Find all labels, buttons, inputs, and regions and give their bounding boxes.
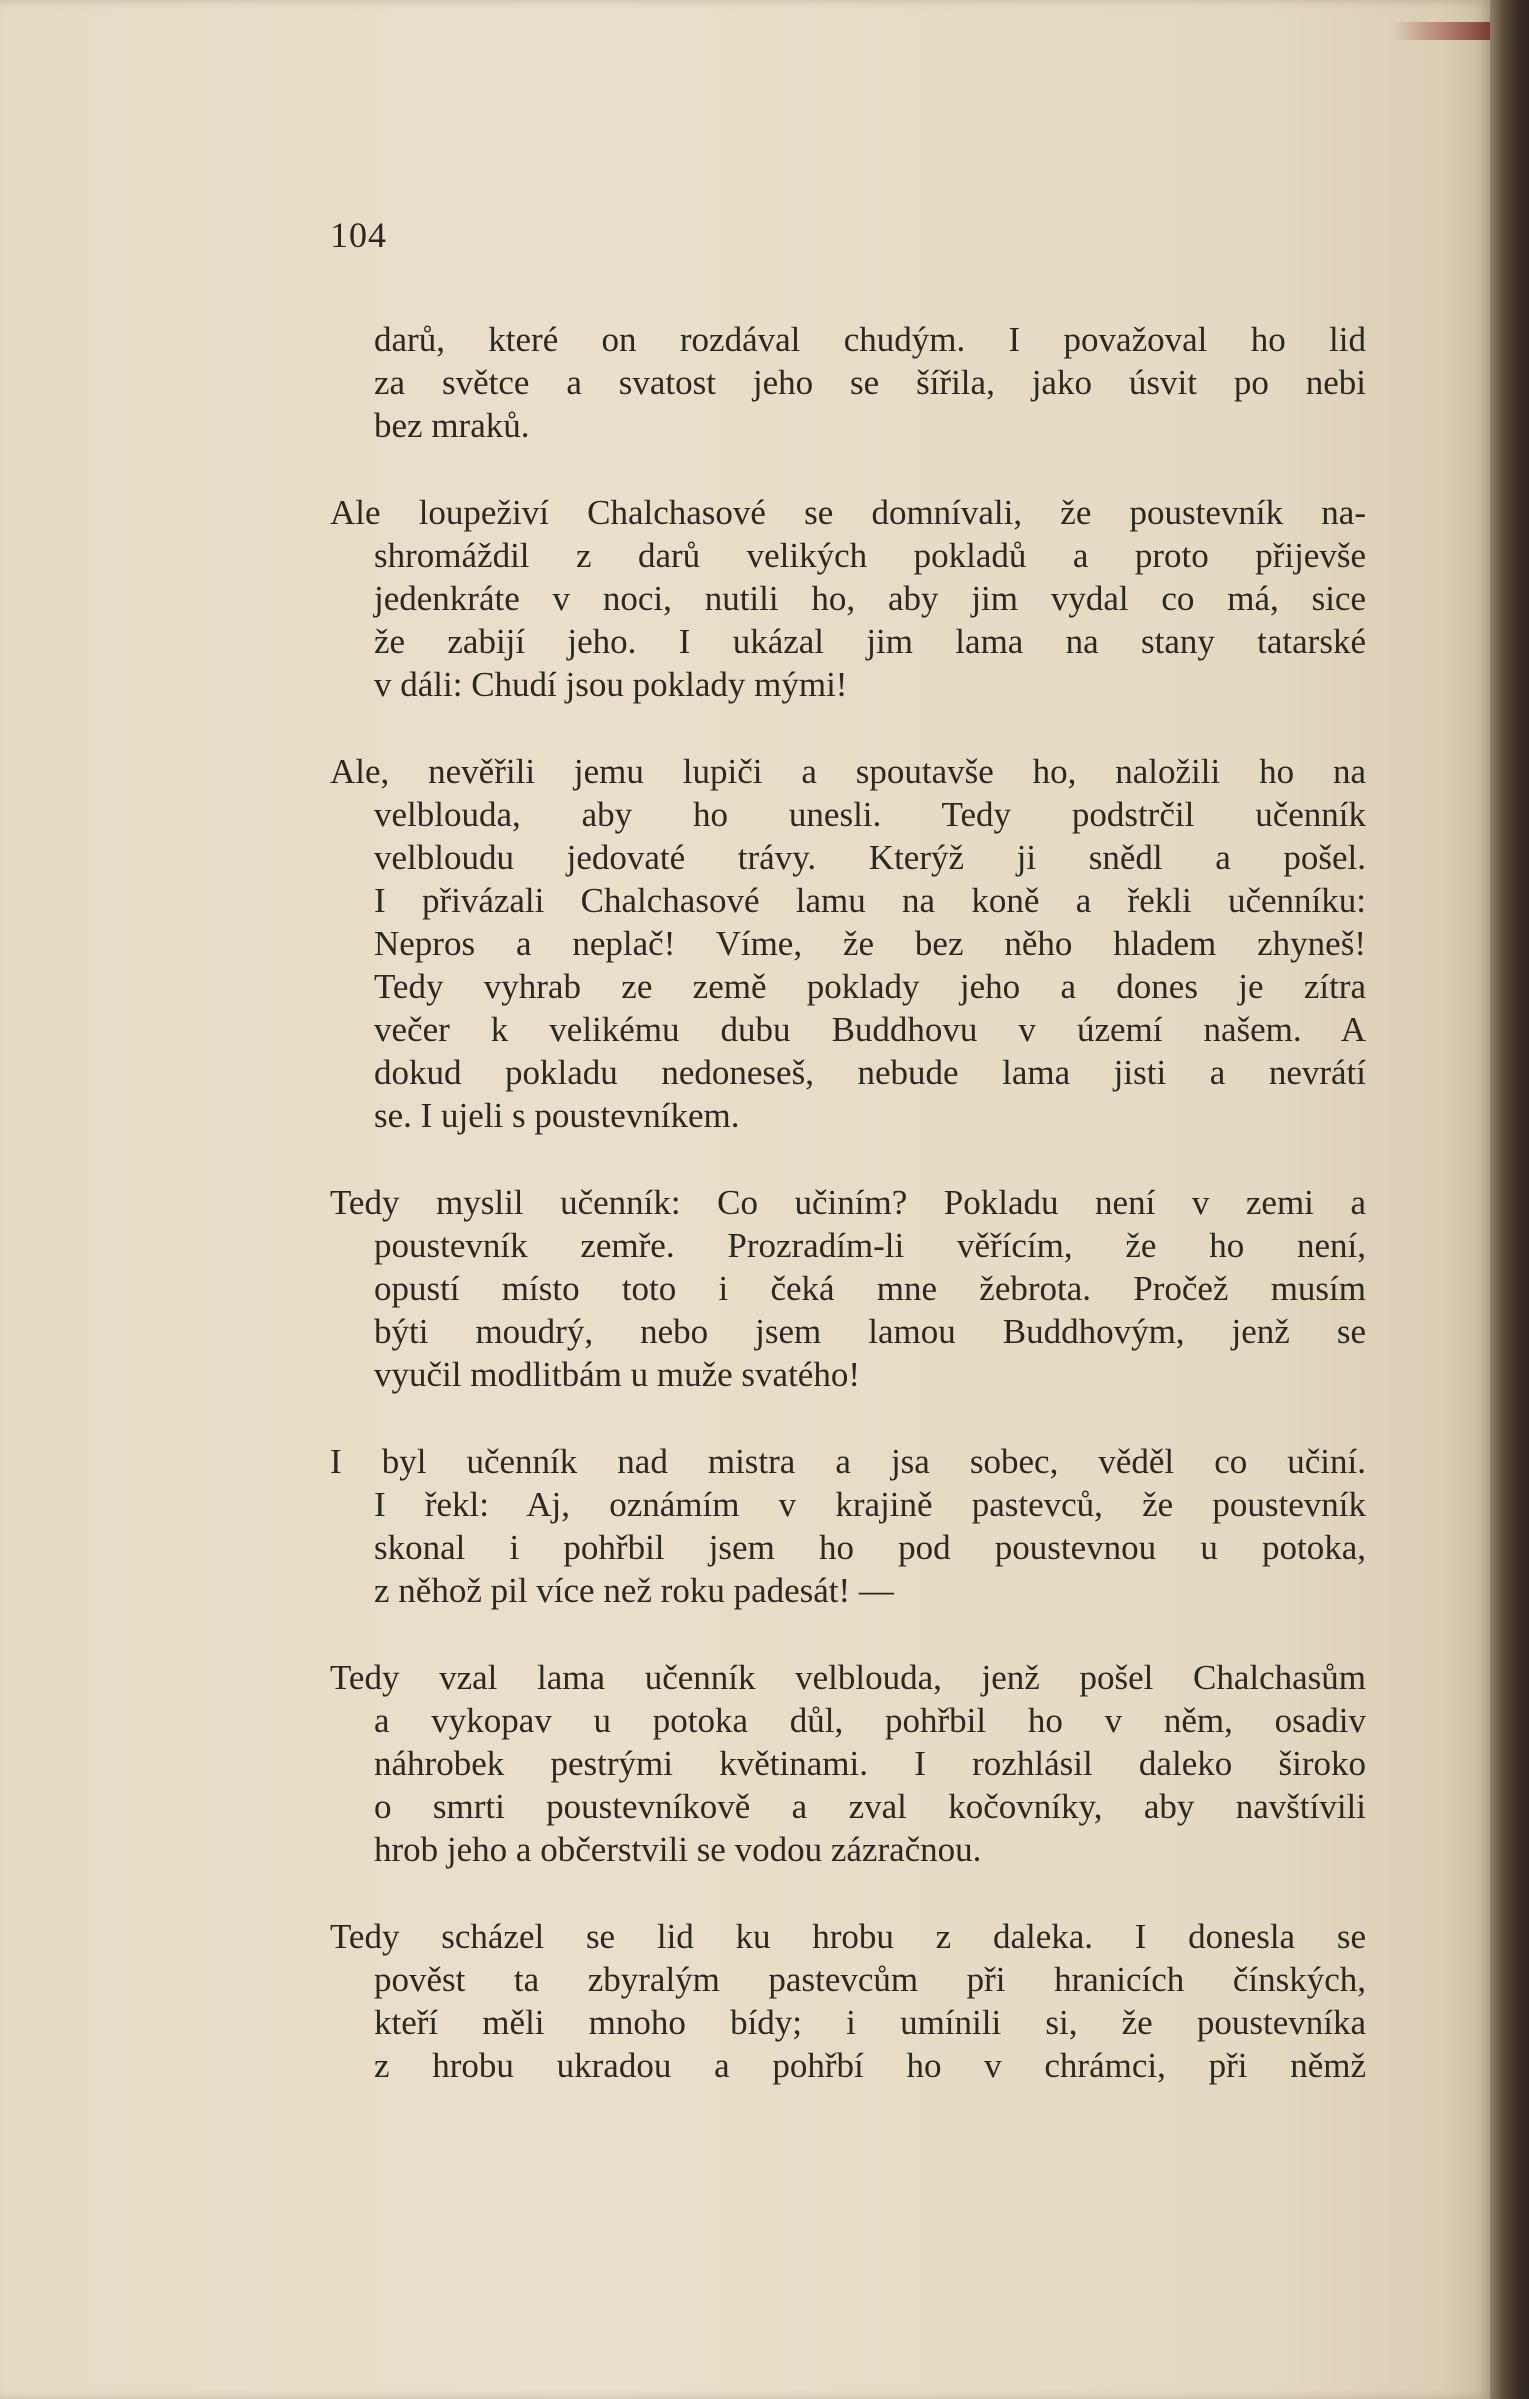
text-line: dokud pokladu nedoneseš, nebude lama jisti a nevrátí — [374, 1053, 1366, 1092]
text-line: Tedy vzal lama učenník velblouda, jenž pošel Chalchasům — [330, 1658, 1366, 1697]
page-number: 104 — [330, 215, 387, 255]
text-line: hrob jeho a občerstvili se vodou zázračnou. — [374, 1830, 982, 1869]
text-line: Tedy myslil učenník: Co učiním? Pokladu není v zemi a — [330, 1183, 1366, 1222]
text-line: Ale, nevěřili jemu lupiči a spoutavše ho, naložili ho na — [330, 752, 1366, 791]
text-line: pověst ta zbyralým pastevcům při hranicích čínských, — [374, 1960, 1366, 1999]
text-line: že zabijí jeho. I ukázal jim lama na stany tatarské — [374, 622, 1366, 661]
body-text — [330, 318, 1366, 2131]
text-line: náhrobek pestrými květinami. I rozhlásil daleko široko — [374, 1744, 1366, 1783]
text-line: I přivázali Chalchasové lamu na koně a řekli učenníku: — [374, 881, 1366, 920]
text-line: I řekl: Aj, oznámím v krajině pastevců, že poustevník — [374, 1485, 1366, 1524]
paragraph — [330, 1440, 1366, 1612]
paragraph — [330, 750, 1366, 1137]
page-edge-stain — [1392, 22, 1490, 40]
text-line: vyučil modlitbám u muže svatého! — [374, 1355, 861, 1394]
text-line: se. I ujeli s poustevníkem. — [374, 1096, 740, 1135]
text-line: Ale loupeživí Chalchasové se domnívali, že poustevník na- — [330, 493, 1366, 532]
text-line: jedenkráte v noci, nutili ho, aby jim vydal co má, sice — [374, 579, 1366, 618]
text-line: Tedy vyhrab ze země poklady jeho a dones je zítra — [374, 967, 1366, 1006]
text-line: večer k velikému dubu Buddhovu v území našem. A — [374, 1010, 1366, 1049]
text-line: z něhož pil více než roku padesát! — — [374, 1571, 894, 1610]
text-line: za světce a svatost jeho se šířila, jako úsvit po nebi — [374, 363, 1366, 402]
text-line: opustí místo toto i čeká mne žebrota. Pročež musím — [374, 1269, 1366, 1308]
text-line: shromáždil z darů velikých pokladů a proto přijevše — [374, 536, 1366, 575]
text-line: poustevník zemře. Prozradím-li věřícím, že ho není, — [374, 1226, 1366, 1265]
text-line: I byl učenník nad mistra a jsa sobec, věděl co učiní. — [330, 1442, 1366, 1481]
text-line: velbloudu jedovaté trávy. Kterýž ji snědl a pošel. — [374, 838, 1366, 877]
text-line: a vykopav u potoka důl, pohřbil ho v něm, osadiv — [374, 1701, 1366, 1740]
text-line: velblouda, aby ho unesli. Tedy podstrčil učenník — [374, 795, 1366, 834]
paragraph — [330, 318, 1366, 447]
text-line: kteří měli mnoho bídy; i umínili si, že poustevníka — [374, 2003, 1366, 2042]
text-line: skonal i pohřbil jsem ho pod poustevnou u potoka, — [374, 1528, 1366, 1567]
text-line: o smrti poustevníkově a zval kočovníky, aby navštívili — [374, 1787, 1366, 1826]
text-line: darů, které on rozdával chudým. I považoval ho lid — [374, 320, 1366, 359]
text-line: býti moudrý, nebo jsem lamou Buddhovým, jenž se — [374, 1312, 1366, 1351]
paragraph — [330, 1181, 1366, 1396]
paragraph — [330, 1915, 1366, 2087]
text-line: bez mraků. — [374, 406, 530, 445]
paragraph — [330, 491, 1366, 706]
text-line: Nepros a neplač! Víme, že bez něho hladem zhyneš! — [374, 924, 1366, 963]
paragraph — [330, 1656, 1366, 1871]
text-line: Tedy scházel se lid ku hrobu z daleka. I donesla se — [330, 1917, 1366, 1956]
text-line: v dáli: Chudí jsou poklady mými! — [374, 665, 848, 704]
text-line: z hrobu ukradou a pohřbí ho v chrámci, při němž — [374, 2046, 1366, 2085]
book-spine-edge — [1490, 0, 1529, 2399]
